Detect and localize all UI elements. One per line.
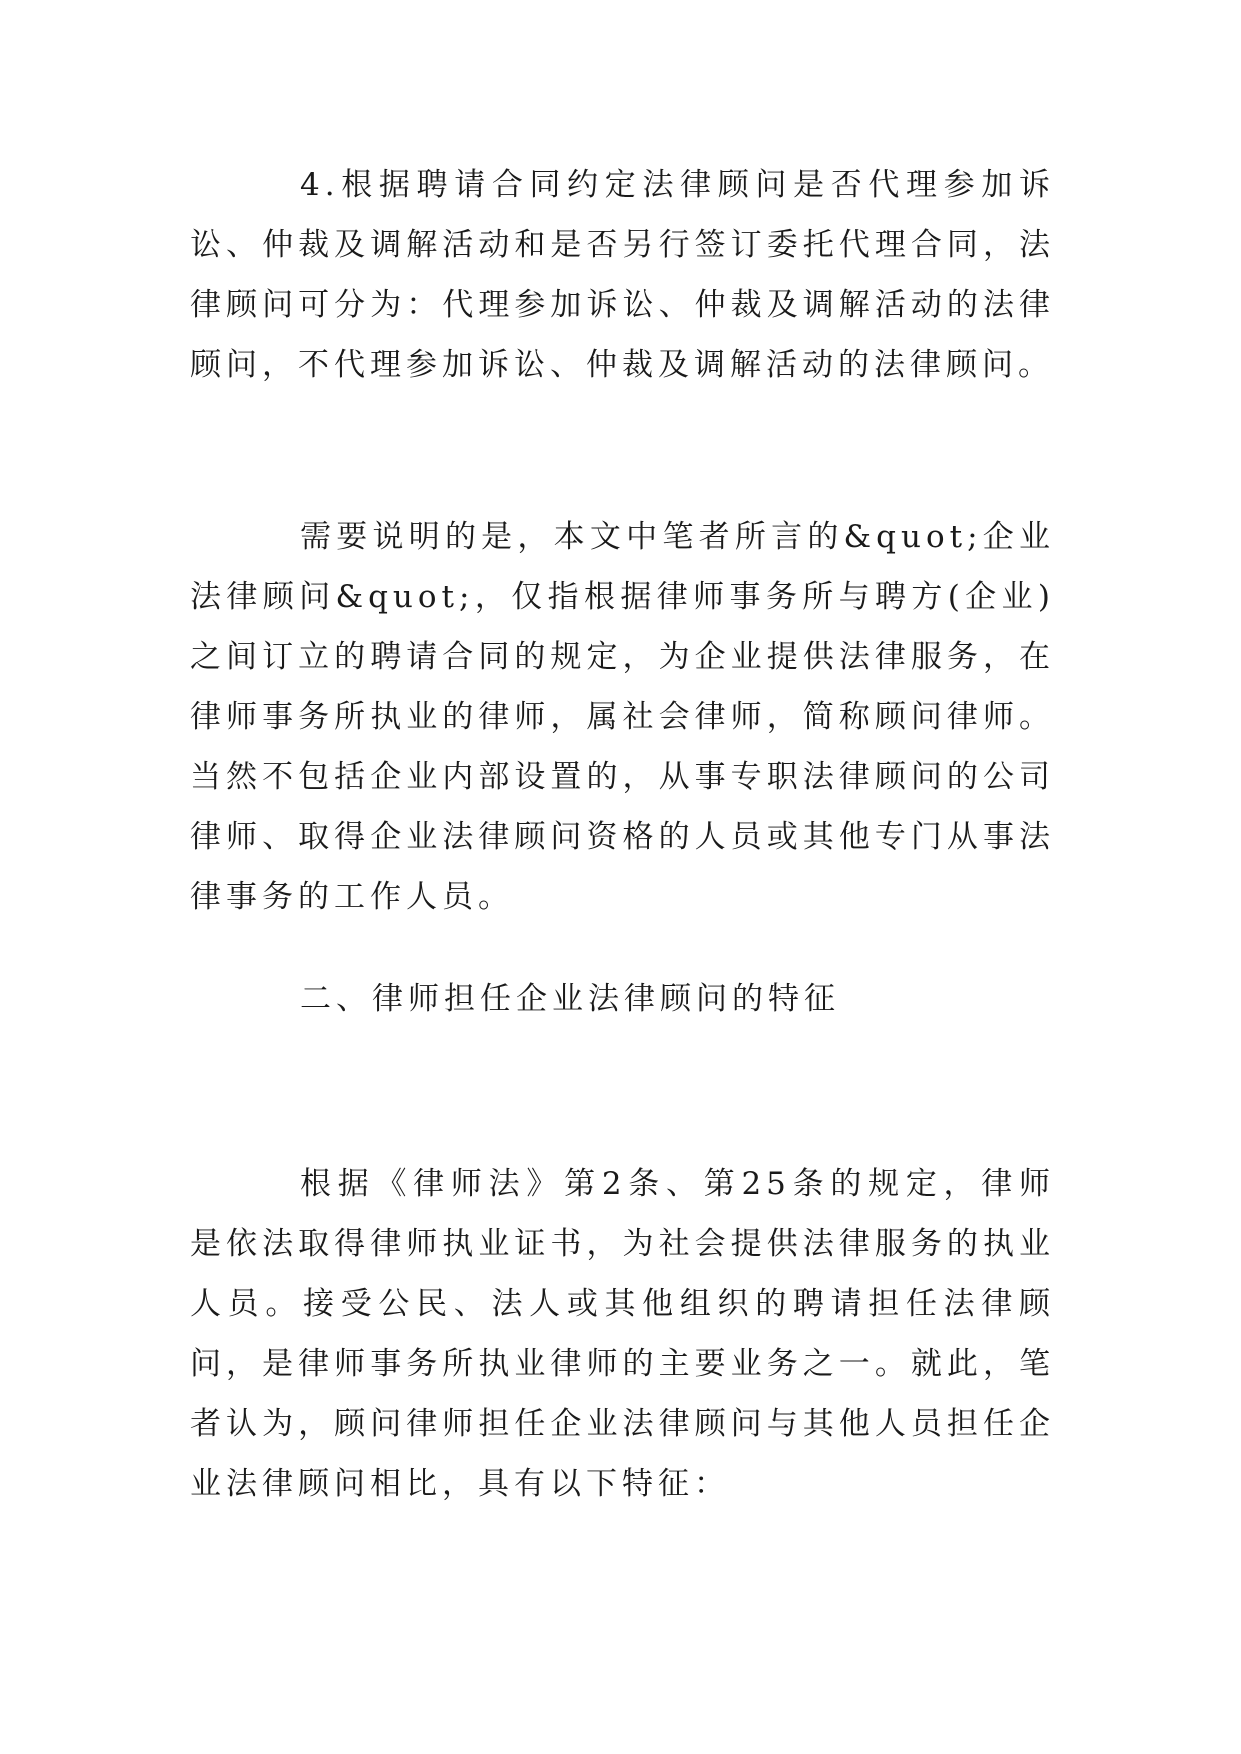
section-heading: 二、律师担任企业法律顾问的特征 [300,981,840,1017]
paragraph-classification: 4.根据聘请合同约定法律顾问是否代理参加诉讼、仲裁及调解活动和是否另行签订委托代理合同，法律顾问可分为：代理参加诉讼、仲裁及调解活动的法律顾问，不代理参加诉讼、仲裁及调解活动的法律顾问。 [190,167,1055,383]
paragraph-characteristics-intro: 根据《律师法》第2条、第25条的规定，律师是依法取得律师执业证书，为社会提供法律服务的执业人员。接受公民、法人或其他组织的聘请担任法律顾问，是律师事务所执业律师的主要业务之一。就此，笔者认为，顾问律师担任企业法律顾问与其他人员担任企业法律顾问相比，具有以下特征： [190,1166,1055,1502]
paragraph-definition-note: 需要说明的是，本文中笔者所言的&quot;企业法律顾问&quot;，仅指根据律师事务所与聘方(企业)之间订立的聘请合同的规定，为企业提供法律服务，在律师事务所执业的律师，属社会律师，简称顾问律师。当然不包括企业内部设置的，从事专职法律顾问的公司律师、取得企业法律顾问资格的人员或其他专门从事法律事务的工作人员。 [190,519,1055,915]
